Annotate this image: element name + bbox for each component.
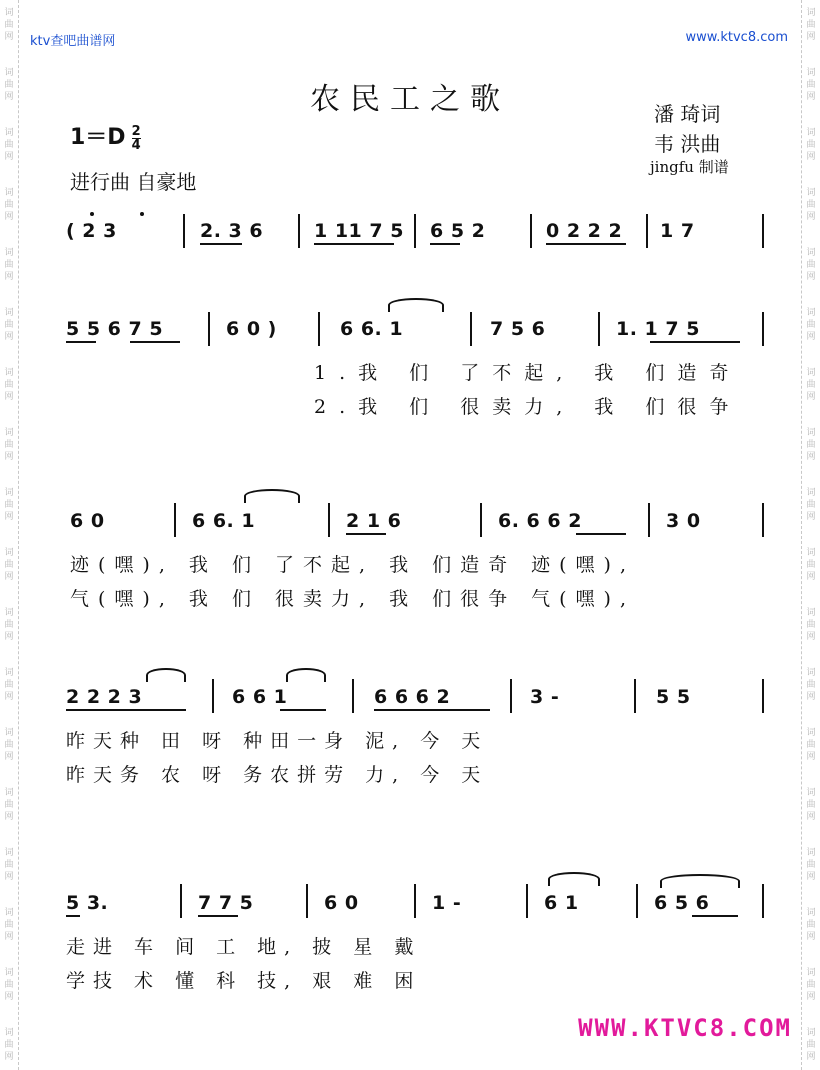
song-title: 农民工之歌 [310,82,510,117]
watermark-char: 词 [806,488,816,498]
barline [352,679,354,713]
watermark-char: 网 [806,932,816,942]
beat-underline [66,709,186,711]
measure: 6 0 [70,510,105,532]
watermark-char: 曲 [806,980,816,990]
watermark-char: 曲 [4,620,14,630]
lyric-verse-2: 气(嘿), 我 们 很卖力, 我 们很争 气(嘿), [70,588,636,610]
barline [634,679,636,713]
watermark-char: 曲 [806,680,816,690]
watermark-char: 词 [4,548,14,558]
watermark-char: 曲 [806,200,816,210]
watermark-char: 词 [806,1028,816,1038]
time-top: 2 [131,123,141,139]
barline [648,503,650,537]
watermark-char: 词 [4,368,14,378]
measure: 1 - [432,892,462,914]
measure: 3 - [530,686,560,708]
watermark-char: 曲 [806,560,816,570]
watermark-char: 曲 [4,500,14,510]
watermark-char: 网 [4,572,14,582]
site-logo[interactable]: WWW.KTVC8.COM [578,1014,792,1042]
barline [480,503,482,537]
barline [183,214,185,248]
measure: 6. 6 6 2 [498,510,582,532]
barline [180,884,182,918]
watermark-char: 词 [4,68,14,78]
watermark-char: 网 [806,32,816,42]
watermark-char: 网 [4,392,14,402]
watermark-char: 曲 [806,500,816,510]
barline [208,312,210,346]
beat-underline [576,533,626,535]
beat-underline [130,341,180,343]
watermark-char: 词 [806,788,816,798]
watermark-char: 词 [4,488,14,498]
watermark-char: 网 [806,272,816,282]
watermark-char: 网 [4,272,14,282]
beat-underline [66,915,80,917]
watermark-char: 网 [806,572,816,582]
watermark-char: 网 [806,692,816,702]
watermark-char: 词 [806,248,816,258]
watermark-char: 曲 [4,560,14,570]
beat-underline [314,243,394,245]
watermark-char: 网 [806,1052,816,1062]
beat-underline [692,915,738,917]
tie-arc [146,668,186,682]
watermark-char: 网 [806,392,816,402]
barline [762,679,764,713]
beat-underline [346,533,386,535]
watermark-char: 曲 [4,1040,14,1050]
watermark-char: 网 [806,752,816,762]
barline [762,214,764,248]
barline [174,503,176,537]
watermark-char: 网 [4,332,14,342]
measure: 6 6. 1 [340,318,404,340]
tempo-marking: 进行曲 自豪地 [70,170,197,194]
watermark-char: 词 [4,908,14,918]
time-bottom: 4 [131,137,141,153]
measure: 2 1 6 [346,510,402,532]
measure: 1 11 7 5 [314,220,404,242]
measure: 2. 3 6 [200,220,264,242]
watermark-char: 曲 [806,440,816,450]
watermark-char: 网 [4,872,14,882]
watermark-char: 网 [4,92,14,102]
barline [414,884,416,918]
measure: ( 2 3 [66,220,117,242]
watermark-char: 词 [806,668,816,678]
measure: 6 1 [544,892,579,914]
beat-underline [66,341,96,343]
watermark-char: 词 [4,248,14,258]
watermark-char: 曲 [806,20,816,30]
lyric-verse-1: 迹(嘿), 我 们 了不起, 我 们造奇 迹(嘿), [70,554,636,576]
watermark-char: 词 [806,848,816,858]
barline [212,679,214,713]
watermark-char: 词 [806,308,816,318]
tie-arc [388,298,444,312]
lyric-verse-1: 走进 车 间 工 地, 披 星 戴 [66,936,422,958]
watermark-char: 曲 [4,920,14,930]
watermark-char: 曲 [4,20,14,30]
watermark-char: 网 [806,872,816,882]
measure: 1 7 [660,220,695,242]
watermark-char: 网 [4,152,14,162]
composer-credit: 韦 洪曲 [654,132,721,156]
watermark-char: 词 [806,68,816,78]
measure: 6 5 6 [654,892,710,914]
watermark-char: 曲 [806,140,816,150]
watermark-char: 词 [806,188,816,198]
measure: 6 6 1 [232,686,288,708]
watermark-char: 词 [806,968,816,978]
watermark-char: 词 [806,428,816,438]
high-octave-dot [140,212,144,216]
watermark-char: 曲 [4,140,14,150]
lyric-verse-1: 1.我 们 了不起, 我 们造奇 [314,362,742,384]
key-label: 1＝D [70,125,126,150]
maker-credit: jingfu 制谱 [650,158,729,176]
watermark-char: 曲 [4,80,14,90]
lyric-verse-2: 2.我 们 很卖力, 我 们很争 [314,396,742,418]
barline [298,214,300,248]
tie-arc [660,874,740,888]
watermark-char: 网 [4,452,14,462]
watermark-char: 网 [806,812,816,822]
watermark-char: 词 [4,128,14,138]
watermark-char: 网 [4,692,14,702]
measure: 6 0 [324,892,359,914]
watermark-char: 曲 [4,740,14,750]
watermark-char: 词 [806,608,816,618]
watermark-char: 网 [806,212,816,222]
watermark-char: 网 [4,512,14,522]
barline [598,312,600,346]
barline [636,884,638,918]
watermark-char: 词 [806,908,816,918]
barline [414,214,416,248]
watermark-char: 曲 [806,740,816,750]
watermark-char: 曲 [806,860,816,870]
tie-arc [286,668,326,682]
beat-underline [546,243,626,245]
lyric-verse-2: 学技 术 懂 科 技, 艰 难 困 [66,970,422,992]
watermark-char: 曲 [806,380,816,390]
watermark-char: 词 [4,608,14,618]
watermark-char: 网 [806,992,816,1002]
watermark-char: 网 [806,512,816,522]
watermark-char: 曲 [806,320,816,330]
watermark-char: 曲 [806,620,816,630]
watermark-char: 曲 [4,440,14,450]
measure: 6 6. 1 [192,510,256,532]
watermark-char: 曲 [4,380,14,390]
measure: 7 5 6 [490,318,546,340]
barline [328,503,330,537]
watermark-char: 曲 [4,980,14,990]
watermark-char: 曲 [4,320,14,330]
measure: 5 3. [66,892,109,914]
barline [762,312,764,346]
watermark-char: 词 [806,728,816,738]
watermark-char: 网 [4,32,14,42]
watermark-char: 网 [4,752,14,762]
watermark-char: 网 [4,632,14,642]
watermark-char: 曲 [4,680,14,690]
watermark-char: 词 [4,968,14,978]
beat-underline [200,243,242,245]
barline [318,312,320,346]
site-url-right[interactable]: www.ktvc8.com [685,30,788,45]
watermark-char: 曲 [806,80,816,90]
watermark-char: 网 [806,92,816,102]
measure: 1. 1 7 5 [616,318,700,340]
beat-underline [374,709,490,711]
measure: 2 2 2 3 [66,686,143,708]
watermark-char: 网 [806,152,816,162]
barline [646,214,648,248]
watermark-char: 曲 [806,920,816,930]
watermark-char: 曲 [4,860,14,870]
measure: 7 7 5 [198,892,254,914]
watermark-char: 词 [806,8,816,18]
barline [526,884,528,918]
watermark-char: 曲 [806,260,816,270]
measure: 5 5 6 7 5 [66,318,164,340]
site-name-left[interactable]: ktv查吧曲谱网 [30,34,116,49]
watermark-char: 网 [4,992,14,1002]
beat-underline [650,341,740,343]
watermark-char: 网 [806,632,816,642]
watermark-char: 曲 [806,1040,816,1050]
watermark-char: 词 [4,8,14,18]
measure: 6 6 6 2 [374,686,451,708]
watermark-char: 词 [4,788,14,798]
watermark-char: 词 [4,308,14,318]
barline [762,884,764,918]
barline [306,884,308,918]
lyric-verse-2: 昨天务 农 呀 务农拼劳 力, 今 天 [66,764,489,786]
watermark-char: 曲 [806,800,816,810]
beat-underline [198,915,238,917]
watermark-char: 词 [806,128,816,138]
watermark-char: 曲 [4,800,14,810]
measure: 6 5 2 [430,220,486,242]
measure: 3 0 [666,510,701,532]
watermark-char: 曲 [4,260,14,270]
lyric-verse-1: 昨天种 田 呀 种田一身 泥, 今 天 [66,730,489,752]
watermark-char: 网 [806,332,816,342]
watermark-char: 词 [806,548,816,558]
watermark-char: 曲 [4,200,14,210]
barline [470,312,472,346]
key-signature [70,120,141,152]
measure: 5 5 [656,686,691,708]
watermark-char: 网 [806,452,816,462]
time-signature [132,125,141,152]
watermark-char: 词 [4,848,14,858]
barline [510,679,512,713]
watermark-char: 词 [806,368,816,378]
barline [530,214,532,248]
measure: 0 2 2 2 [546,220,623,242]
measure: 6 0 ) [226,318,277,340]
watermark-char: 网 [4,1052,14,1062]
high-octave-dot [90,212,94,216]
barline [762,503,764,537]
watermark-char: 网 [4,932,14,942]
watermark-char: 词 [4,1028,14,1038]
watermark-char: 词 [4,668,14,678]
beat-underline [430,243,460,245]
watermark-char: 词 [4,728,14,738]
lyricist-credit: 潘 琦词 [654,102,721,126]
tie-arc [244,489,300,503]
watermark-char: 词 [4,188,14,198]
watermark-char: 网 [4,812,14,822]
tie-arc [548,872,600,886]
watermark-char: 网 [4,212,14,222]
beat-underline [280,709,326,711]
watermark-char: 词 [4,428,14,438]
